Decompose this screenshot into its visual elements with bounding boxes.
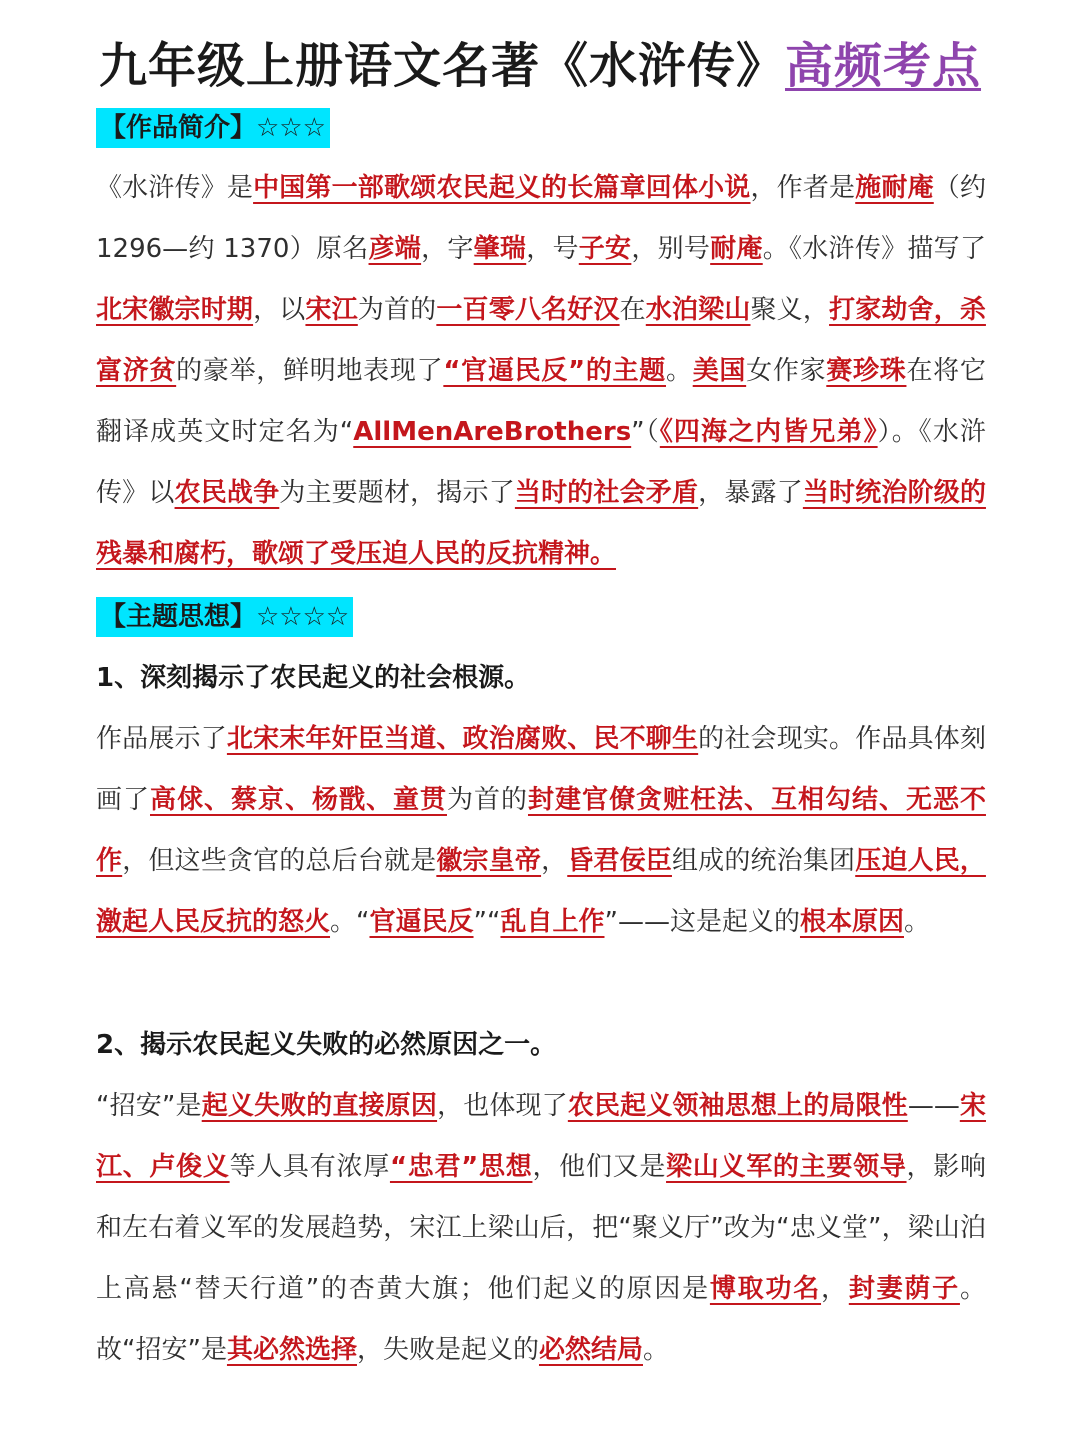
key-term: 北宋末年奸臣当道、政治腐败、民不聊生 (226, 724, 699, 754)
body-text: ，也体现了 (437, 1091, 568, 1121)
body-text: ，暴露了 (698, 478, 803, 508)
body-text: 组成的统治集团 (671, 846, 856, 876)
key-term: 美国 (692, 356, 747, 386)
key-term: 一百零八名好汉 (436, 295, 620, 325)
key-term: 农民战争 (174, 478, 280, 508)
body-text: 。 (903, 907, 930, 937)
key-term: 中国第一部歌颂农民起义的长篇章回体小说 (253, 173, 751, 203)
body-text: 聚义， (750, 295, 830, 325)
key-term: 水泊梁山 (645, 295, 751, 325)
section-heading-intro: 【作品简介】☆☆☆ (96, 108, 330, 148)
body-text: ，号 (526, 234, 579, 264)
key-term: 官逼民反 (369, 907, 474, 937)
body-text: 。《水浒传》描写了 (762, 234, 986, 264)
body-text: 在 (619, 295, 646, 325)
body-text: 。故“招安”是 (96, 1274, 986, 1365)
key-term: 起义失败的直接原因 (201, 1091, 438, 1121)
theme-point-2-title: 2、揭示农民起义失败的必然原因之一。 (96, 1030, 557, 1060)
key-term: “忠君”思想 (389, 1152, 533, 1182)
body-text: 等人具有浓厚 (229, 1152, 390, 1182)
body-text: 女作家 (746, 356, 827, 386)
body-text: ，失败是起义的 (356, 1335, 539, 1365)
body-text: ）。《水浒传》以 (96, 417, 986, 508)
body-text: （约 1296—约 1370）原名 (96, 173, 986, 264)
body-text: ，字 (421, 234, 474, 264)
body-text: 为首的 (357, 295, 437, 325)
key-term: 彦端 (368, 234, 422, 264)
body-text: 。“ (330, 907, 370, 937)
theme-point-1-title: 1、深刻揭示了农民起义的社会根源。 (96, 663, 531, 693)
body-text: ， (821, 1274, 849, 1304)
body-text: 。 (643, 1335, 670, 1365)
key-term: 博取功名 (709, 1274, 822, 1304)
key-term: 其必然选择 (226, 1335, 357, 1365)
key-term: 施耐庵 (855, 173, 934, 203)
key-term: 乱自上作 (500, 907, 605, 937)
key-term: 必然结局 (538, 1335, 643, 1365)
key-term: 封建官僚贪赃枉法、互相勾结、无恶不作 (96, 785, 986, 876)
body-text: 《水浒传》是 (96, 173, 254, 203)
theme-point-1-paragraph (96, 709, 986, 953)
body-text: ， (541, 846, 568, 876)
key-term: 北宋徽宗时期 (96, 295, 254, 325)
body-text: 为主要题材，揭示了 (279, 478, 515, 508)
key-term: 封妻荫子 (848, 1274, 960, 1304)
body-text: ，别号 (631, 234, 711, 264)
key-term: 压迫人民，激起人民反抗的怒火 (96, 846, 986, 937)
key-term: 当时统治阶级的残暴和腐朽，歌颂了受压迫人民的反抗精神。 (96, 478, 986, 569)
body-text: 作品展示了 (96, 724, 227, 754)
title-main: 九年级上册语文名著《水浒传》 (98, 38, 785, 94)
body-text: 在将它翻译成英文时定名为“ (96, 356, 986, 447)
key-term: 梁山义军的主要领导 (666, 1152, 907, 1182)
key-term: 肇瑞 (473, 234, 527, 264)
key-term: 农民起义领袖思想上的局限性 (567, 1091, 908, 1121)
body-text: ，他们又是 (532, 1152, 667, 1182)
body-text: 的社会现实。作品具体刻画了 (96, 724, 986, 815)
key-term: 宋江、卢俊义 (96, 1091, 986, 1182)
body-text: ”“ (473, 907, 501, 937)
key-term: 当时的社会矛盾 (514, 478, 699, 508)
body-text: ”——这是起义的 (604, 907, 800, 937)
title-highlight: 高频考点 (785, 38, 982, 94)
body-text: ，以 (253, 295, 306, 325)
body-text: ”（ (631, 417, 660, 447)
key-term: 赛珍珠 (826, 356, 907, 386)
key-term: 耐庵 (710, 234, 763, 264)
key-term: 根本原因 (799, 907, 904, 937)
key-term: 宋江 (305, 295, 358, 325)
body-text: ，但这些贪官的总后台就是 (122, 846, 437, 876)
key-term: 《四海之内皆兄弟》 (659, 417, 878, 447)
key-term: 昏君佞臣 (567, 846, 672, 876)
key-term: AllMenAreBrothers (353, 417, 632, 447)
body-text: 的豪举，鲜明地表现了 (176, 356, 444, 386)
key-term: 徽宗皇帝 (436, 846, 542, 876)
body-text: “招安”是 (96, 1091, 202, 1121)
theme-point-2-paragraph (96, 1076, 986, 1381)
key-term: 打家劫舍，杀富济贫 (96, 295, 986, 386)
body-text: 为首的 (446, 785, 528, 815)
key-term: 高俅、蔡京、杨戬、童贯 (150, 785, 447, 815)
body-text: ，影响和左右着义军的发展趋势，宋江上梁山后，把“聚义厅”改为“忠义堂”，梁山泊上高悬“替天行道”的杏黄大旗；他们起义的原因是 (96, 1152, 986, 1304)
key-term: “官逼民反”的主题 (443, 356, 666, 386)
intro-paragraph (96, 158, 986, 585)
key-term: 子安 (578, 234, 632, 264)
body-text: ，作者是 (750, 173, 856, 203)
body-text: —— (907, 1091, 960, 1121)
section-heading-theme: 【主题思想】☆☆☆☆ (96, 597, 353, 637)
body-text: 。 (665, 356, 693, 386)
page-title (0, 30, 1080, 102)
